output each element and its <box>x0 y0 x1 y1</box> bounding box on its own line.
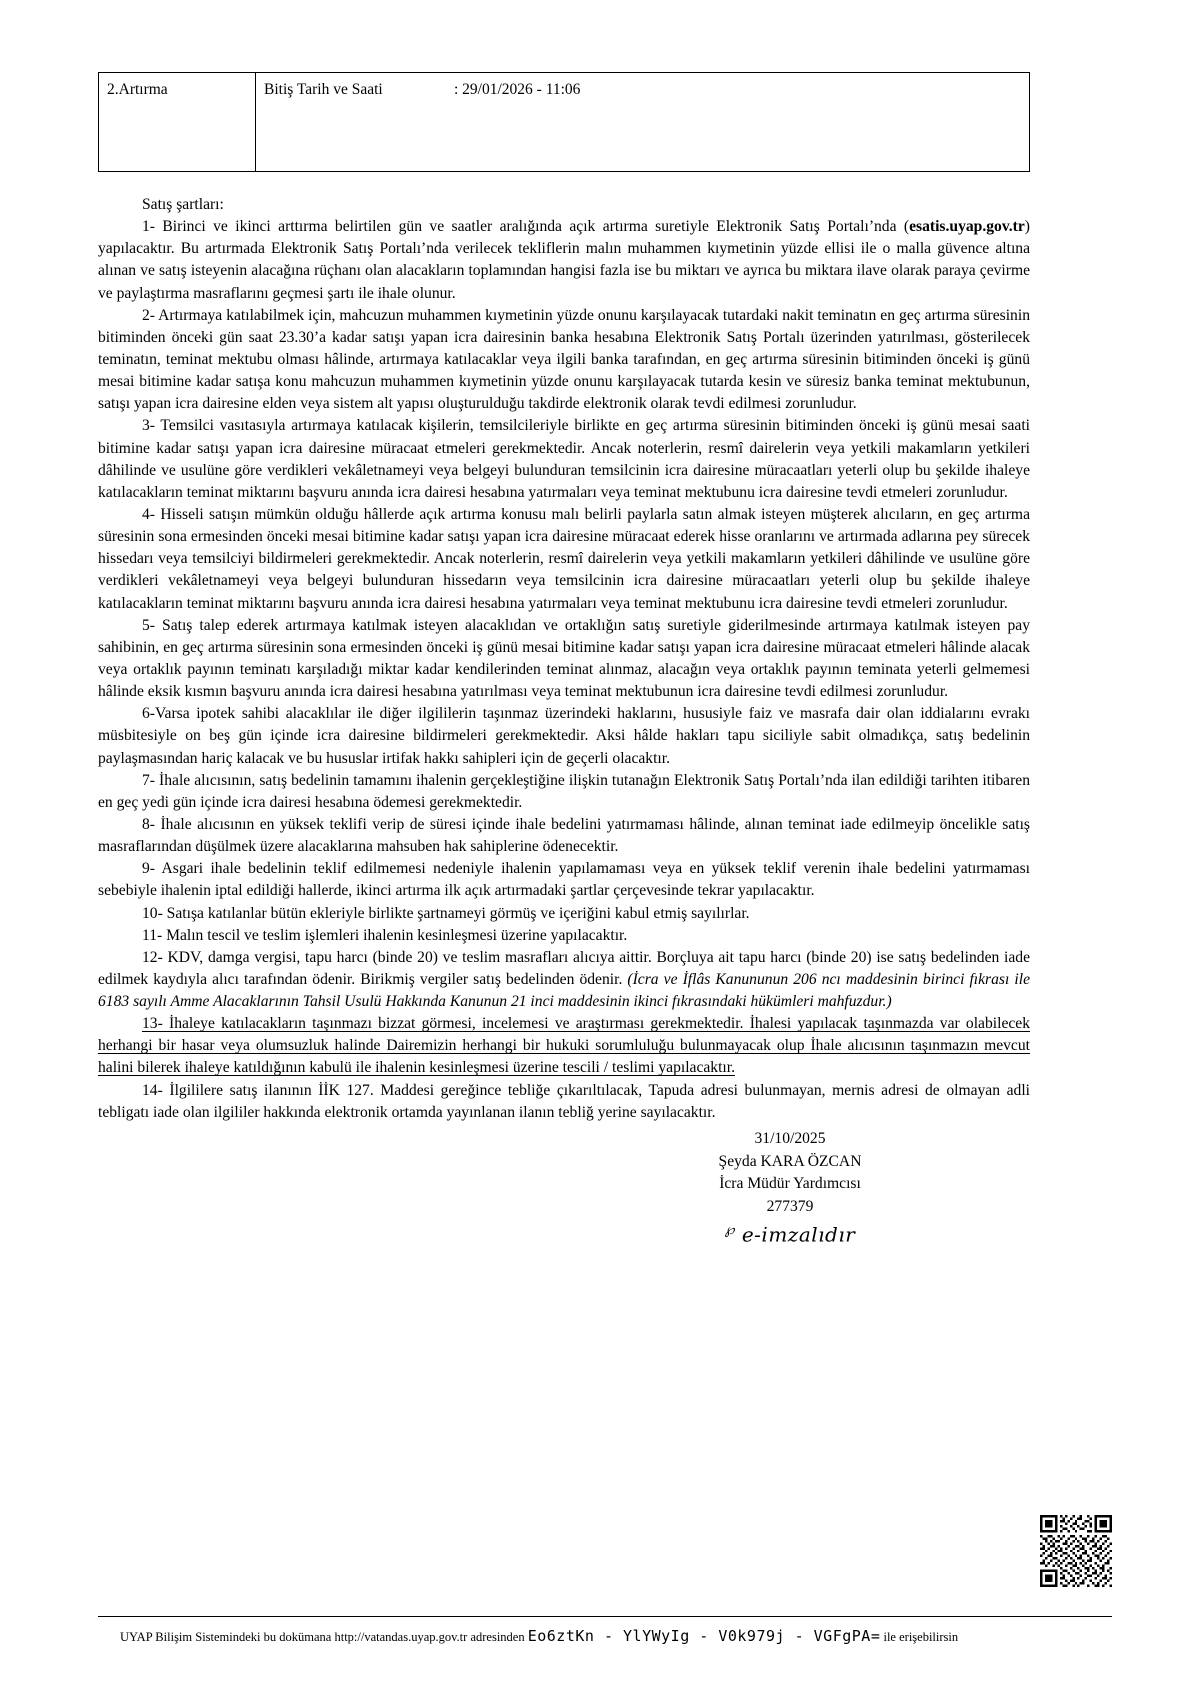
signature-block <box>580 1128 1000 1250</box>
clause-9: 9- Asgari ihale bedelinin teklif edilmemesi nedeniyle ihalenin yapılamaması veya en yüksek teklif verenin ihale bedelini yatırmaması sebebiyle ihalenin iptal edildiği hallerde, ikinci artırma ilk açık artırmadaki şartlar çerçevesinde tekrar yapılacaktır. <box>98 860 1030 900</box>
document-access-code: Eo6ztKn - YlYWyIg - V0k979j - VGFgPA= <box>527 1627 881 1645</box>
end-date-cell <box>256 73 1030 172</box>
clause-13: 13- İhaleye katılacakların taşınmazı bizzat görmesi, incelemesi ve araştırması gerekmektedir. İhalesi yapılacak taşınmazda var olabilecek herhangi bir hasar veya olumsuzluk halinde Dairemizin herhangi bir hukuki sorumluluğu bulunmayacak olup İhale alıcısının taşınmazın mevcut halini bilerek ihaleye katıldığının kabulü ile ihalenin kesinleşmesi üzerine tescili / teslimi yapılacaktır. <box>98 1015 1030 1077</box>
document-content <box>98 72 1030 1250</box>
clause-1 <box>98 216 1030 305</box>
signature-swirl-icon: ℘ <box>724 1222 735 1239</box>
qr-code-svg <box>1040 1515 1112 1587</box>
signature-name: Şeyda KARA ÖZCAN <box>718 1152 862 1170</box>
end-date-value: : 29/01/2026 - 11:06 <box>454 81 581 98</box>
clause-10: 10- Satışa katılanlar bütün ekleriyle birlikte şartnameyi görmüş ve içeriğini kabul etmiş sayılırlar. <box>142 904 750 922</box>
clause-5: 5- Satış talep ederek artırmaya katılmak isteyen alacaklıdan ve ortaklığın satış suretiyle giderilmesinde artırmaya katılmak isteyen pay sahibinin, en geç artırma süresinin sona ermesinden önceki iş günü mesai bitimine kadar satışı yapan icra dairesine müracaat etmeleri hâlinde alacak veya ortaklık payının teminatı karşıladığı miktar kadar kendilerinden teminat alınmaz, alacağın veya ortaklık payının teminata yeterli gelmemesi hâlinde eksik kısmın başvuru anında icra dairesi hesabına yatırılması veya teminat mektubunun icra dairesine tevdi edilmesi zorunludur. <box>98 616 1030 701</box>
auction-round-label: 2.Artırma <box>99 73 256 172</box>
signature-number: 277379 <box>766 1197 814 1215</box>
clause-2: 2- Artırmaya katılabilmek için, mahcuzun muhammen kıymetinin yüzde onunu karşılayacak tutardaki nakit teminatın en geç artırma süresinin bitiminden önceki gün saat 23.30’a kadar satışı yapan icra dairesinin banka hesabına Elektronik Satış Portalı üzerinden yatırılması, gösterilecek teminatın, teminat mektubu olması hâlinde, artırmaya katılacaklar veya ilgili banka tarafından, en geç artırma süresinin bitiminden önceki iş günü mesai bitimine kadar satışa konu mahcuzun muhammen kıymetinin yüzde onunu karşılayacak tutarda kesin ve süresiz banka teminat mektubunun, satışı yapan icra dairesine elden veya sistem alt yapısı oluşturulduğu takdirde elektronik olarak tevdi edilmesi zorunludur. <box>98 306 1030 413</box>
table-row <box>99 73 1030 172</box>
clause-12-text: 12- KDV, damga vergisi, tapu harcı (binde 20) ve teslim masrafları alıcıya aittir. Borçluya ait tapu harcı (binde 20) ise satış bedelinden iade edilmek kaydıyla alıcı tarafından ödenir. Birikmiş vergiler satış bedelinden ödenir. <box>98 948 1030 988</box>
footer-divider <box>98 1616 1112 1617</box>
clause-1-text-a: 1- Birinci ve ikinci arttırma belirtilen gün ve saatler aralığında açık artırma suretiyle Elektronik Satış Portalı’nda ( <box>142 218 910 236</box>
footer-suffix: ile erişebilirsin <box>880 1630 959 1644</box>
clause-14: 14- İlgililere satış ilanının İİK 127. Maddesi gereğince tebliğe çıkarıltılacak, Tapuda adresi bulunmayan, mernis adresi de olmayan adli tebligatı iade olan ilgililer hakkında elektronik ortamda yayınlanan ilanın tebliğ yerine sayılacaktır. <box>98 1081 1030 1121</box>
clause-12 <box>98 947 1030 1013</box>
auction-info-table <box>98 72 1030 172</box>
clause-4: 4- Hisseli satışın mümkün olduğu hâllerde açık artırma konusu malı belirli paylarla satın almak isteyen müşterek alıcıların, en geç artırma süresinin sona ermesinden önceki mesai bitimine kadar satışı yapan icra dairesine müracaat ederek hisse oranlarını ve artırmada adlarına pey sürecek hissedarı veya temsilciyi bildirmeleri gerekmektedir. Ancak noterlerin, resmî dairelerin veya yetkili makamların yetkileri dâhilinde ve usulüne göre verdikleri vekâletnameyi veya belgeyi bulunduran hissedarın veya temsilcinin icra dairesine müracaatları yeterli olup bu şekilde ihaleye katılacakların teminat miktarını başvuru anında icra dairesi hesabına yatırmaları veya teminat mektubunu icra dairesine tevdi etmeleri zorunludur. <box>98 505 1030 612</box>
clause-12-law-reference: (İcra ve İflâs Kanununun 206 ncı maddesinin birinci fıkrası ile 6183 sayılı Amme Alacaklarının Tahsil Usulü Hakkında Kanunun 21 inci maddesinin ikinci fıkrasındaki hükümleri mahfuzdur.) <box>98 970 1030 1011</box>
end-date-key: Bitiş Tarih ve Saati <box>264 81 383 98</box>
qr-code-icon <box>1040 1515 1112 1587</box>
e-signature-mark <box>580 1220 1000 1250</box>
clause-6: 6-Varsa ipotek sahibi alacaklılar ile diğer ilgililerin taşınmaz üzerindeki haklarını, hususiyle faiz ve masrafa dair olan iddialarını evrakı müsbitesiyle on beş gün içinde icra dairesine bildirmeleri gerekmektedir. Aksi hâlde hakları tapu siciliyle sabit olmadıkça, satış bedelinin paylaşmasından hariç kalacak ve bu hususlar irtifak hakkı sahipleri için de geçerli olacaktır. <box>98 705 1030 767</box>
signature-date: 31/10/2025 <box>754 1129 826 1147</box>
esatis-link[interactable]: esatis.uyap.gov.tr <box>909 218 1025 236</box>
sale-conditions-heading: Satış şartları: <box>142 196 224 213</box>
clause-1-text-b: ) yapılacaktır. Bu artırmada Elektronik Satış Portalı’nda verilecek tekliflerin malın muhammen kıymetinin yüzde ellisi ile o malla güvence altına alınan ve satış isteyenin alacağına rüçhanı olan alacakların toplamından hangisi fazla ise bu miktarı ve ayrıca bu miktara ilave olarak paraya çevirme ve paylaştırma masraflarını geçmesi şartı ile ihale olunur. <box>98 218 1030 302</box>
end-date-row <box>264 79 1021 101</box>
clause-11: 11- Malın tescil ve teslim işlemleri ihalenin kesinleşmesi üzerine yapılacaktır. <box>142 926 628 944</box>
signature-title: İcra Müdür Yardımcısı <box>719 1175 861 1193</box>
clause-8: 8- İhale alıcısının en yüksek teklifi verip de süresi içinde ihale bedelini yatırmaması hâlinde, alınan teminat iade edilmeyip öncelikle satış masraflarından düşülmek üzere alacaklarına mahsuben hak sahiplerine ödenecektir. <box>98 815 1030 856</box>
clause-7: 7- İhale alıcısının, satış bedelinin tamamını ihalenin gerçekleştiğine ilişkin tutanağın Elektronik Satış Portalı’nda ilan edildiği tarihten itibaren en geç yedi gün içinde icra dairesi hesabına ödemesi gerekmektedir. <box>98 771 1030 811</box>
footer-prefix: UYAP Bilişim Sistemindeki bu dokümana http://vatandas.uyap.gov.tr adresinden <box>120 1630 528 1644</box>
footer-text <box>120 1627 958 1645</box>
e-signature-text: e-imzalıdır <box>741 1223 856 1247</box>
clause-3: 3- Temsilci vasıtasıyla artırmaya katılacak kişilerin, temsilcileriyle birlikte en geç artırma süresinin bitiminden önceki iş günü mesai saati bitimine kadar satışı yapan icra dairesine müracaat etmeleri gerekmektedir. Ancak noterlerin, resmî dairelerin veya yetkili makamların yetkileri dâhilinde ve usulüne göre verdikleri vekâletnameyi veya belgeyi bulunduran temsilcinin icra dairesine müracaatları yeterli olup bu şekilde ihaleye katılacakların teminat miktarını başvuru anında icra dairesi hesabına yatırmaları veya teminat mektubunu icra dairesine tevdi etmeleri zorunludur. <box>98 417 1030 501</box>
sale-conditions-body <box>98 194 1030 1124</box>
